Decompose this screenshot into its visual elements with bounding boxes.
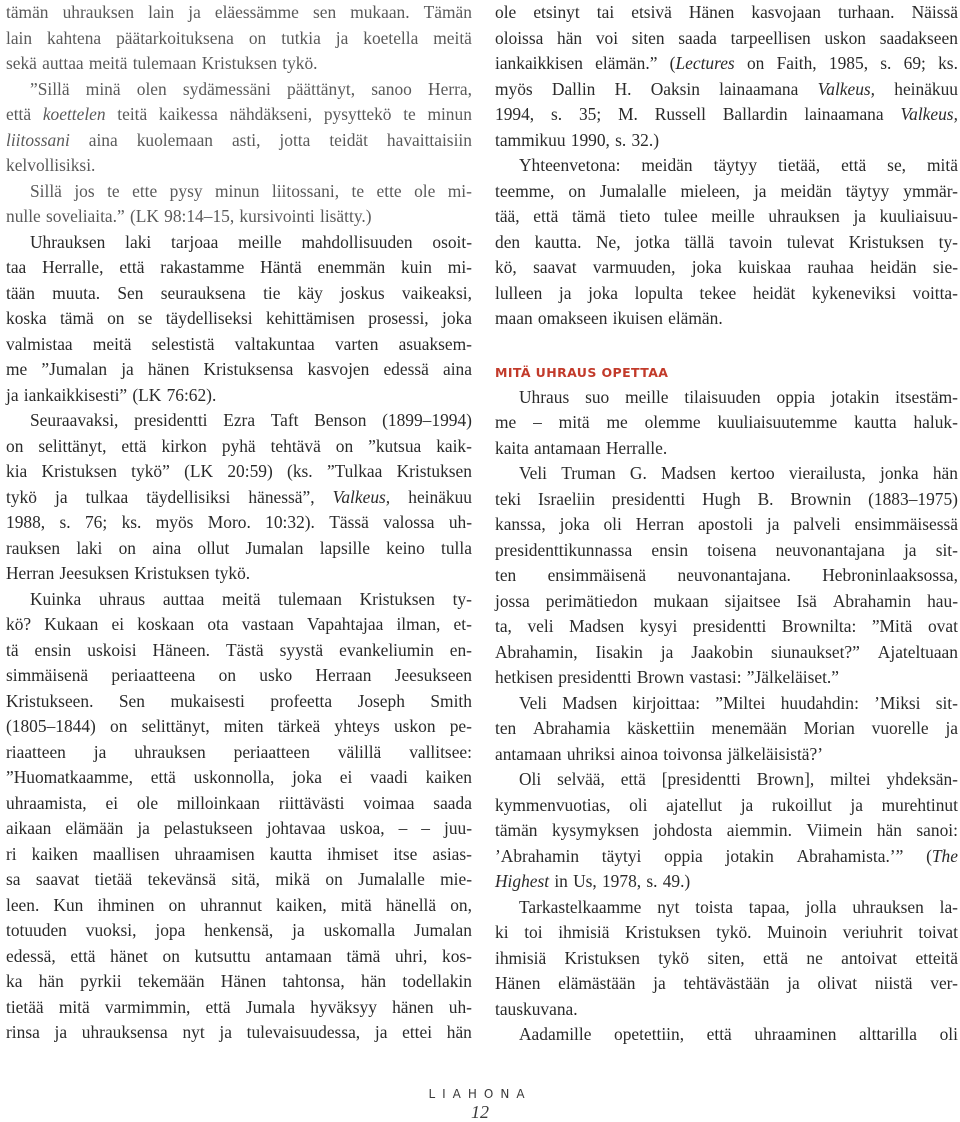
- text-line: tykö ja tulkaa täydellisiksi hänessä”, Valkeus, heinäkuu: [6, 486, 472, 507]
- text-line: sa saavat tietää tekevänsä sitä, mikä on Jumalalle mie-: [6, 869, 472, 889]
- section-heading: MITÄ UHRAUS OPETTAA: [495, 364, 669, 380]
- text-line: kelvollisiksi.: [6, 155, 96, 175]
- text-line: iankaikkisen elämän.” (Lectures on Faith, 1985, s. 69; ks.: [495, 53, 958, 73]
- text-line: kanssa, joka oli Herran apostoli ja palveli ensimmäisessä: [495, 514, 958, 534]
- text-line: myös Dallin H. Oaksin lainaamana Valkeus, heinäkuu: [495, 78, 958, 99]
- text-line: jossa perimätiedon mukaan sijaitsee Isä Abrahamin hau-: [495, 590, 958, 611]
- section-gap: [495, 332, 958, 358]
- text-line: Sillä jos te ette pysy minun liitossani, te ette ole mi-: [30, 180, 472, 201]
- text-line: kaita antamaan Herralle.: [495, 437, 668, 458]
- text-line: rauksen laki on aina ollut Jumalan lapsille keino tulla: [6, 537, 472, 558]
- text-line: oloissa hän voi siten saada tarpeellisen uskon saadakseen: [495, 27, 958, 48]
- text-line: Herran Jeesuksen Kristuksen tykö.: [6, 563, 251, 583]
- text-line: ta, veli Madsen kysyi presidentti Brownilta: ”Mitä ovat: [495, 616, 958, 636]
- text-line: Seuraavaksi, presidentti Ezra Taft Benson (1899–1994): [30, 410, 472, 430]
- text-line: taa Herralle, että rakastamme Häntä enemmän kuin mi-: [6, 257, 472, 277]
- text-line: Veli Truman G. Madsen kertoo vierailusta, jonka hän: [519, 463, 958, 483]
- text-line: ”Sillä minä olen sydämessäni päättänyt, sanoo Herra,: [30, 78, 472, 99]
- text-line: tietää mitä varmimmin, että Jumala hyväksyy hänen uh-: [6, 996, 472, 1017]
- text-line: maan omakseen ikuisen elämän.: [495, 308, 723, 328]
- text-line: tään muuta. Sen seurauksena tie käy joskus vaikeaksi,: [6, 282, 472, 303]
- text-line: on selittänyt, että kirkon pyhä tehtävä on ”kutsua kaik-: [6, 435, 472, 456]
- text-line: Abrahamin, Iisakin ja Jaakobin siunaukset?” Ajateltuaan: [495, 641, 958, 662]
- text-line: Hänen elämästään ja tehtävästään ja olivat niistä ver-: [495, 973, 958, 993]
- text-line: 1994, s. 35; M. Russell Ballardin lainaamana Valkeus,: [495, 104, 958, 124]
- text-line: (1805–1844) on selittänyt, miten tärkeä yhteys uskon pe-: [6, 716, 472, 736]
- text-line: me ”Jumalan ja hänen Kristuksensa kasvojen edessä aina: [6, 359, 472, 379]
- text-line: Oli selvää, että [presidentti Brown], miltei yhdeksän-: [519, 769, 958, 789]
- text-line: liitossani aina kuolemaan asti, jotta teidät havaittaisiin: [6, 129, 472, 150]
- magazine-name: LIAHONA: [428, 1087, 532, 1101]
- text-line: leen. Kun ihminen on uhrannut kaiken, mitä hänellä on,: [6, 894, 472, 915]
- text-line: den kautta. Ne, jotka tällä tavoin tulevat Kristuksen ty-: [495, 231, 958, 252]
- text-line: tää, että tämä tieto tulee meille uhrauksen ja kuuliaisuu-: [495, 206, 958, 226]
- text-line: valmistaa meitä selestistä valtakuntaa varten asuaksem-: [6, 333, 472, 354]
- text-line: ja iankaikkisesti” (LK 76:62).: [6, 384, 217, 405]
- text-line: Aadamille opetettiin, että uhraaminen alttarilla oli: [519, 1024, 958, 1044]
- text-line: presidenttikunnassa ensin toisena neuvonantajana ja sit-: [495, 539, 958, 560]
- text-line: Veli Madsen kirjoittaa: ”Miltei huudahdin: ’Miksi sit-: [519, 692, 958, 713]
- text-line: kö? Kukaan ei koskaan ota vastaan Vapahtajaa ilman, et-: [6, 614, 472, 634]
- text-line: Yhteenvetona: meidän täytyy tietää, että se, mitä: [519, 155, 958, 175]
- left-column: [6, 0, 472, 1046]
- page-footer: [380, 1086, 580, 1122]
- text-line: nulle soveliaita.” (LK 98:14–15, kursivointi lisätty.): [6, 206, 372, 226]
- text-line: 1988, s. 76; ks. myös Moro. 10:32). Tässä valossa uh-: [6, 512, 472, 532]
- text-line: lulleen ja joka lopulta tekee heidät kykeneviksi voitta-: [495, 282, 958, 303]
- text-line: riaatteen ja uhrauksen periaatteen välillä vallitsee:: [6, 741, 472, 762]
- text-line: Uhraus suo meille tilaisuuden oppia jotakin itsestäm-: [519, 386, 958, 407]
- text-line: Tarkastelkaamme nyt toista tapaa, jolla uhrauksen la-: [519, 896, 958, 917]
- text-line: tä ensin uskoisi Häneen. Tästä syystä evankeliumin en-: [6, 639, 472, 660]
- text-line: ’Abrahamin täytyi oppia jotakin Abrahamista.’” (The: [495, 845, 958, 866]
- text-line: kö, saavat varmuuden, joka kuiskaa rauhaa heidän sie-: [495, 257, 958, 277]
- text-line: totuuden vuoksi, jopa henkensä, ja uskomalla Jumalan: [6, 920, 472, 940]
- text-line: Kristukseen. Sen mukaisesti profeetta Joseph Smith: [6, 690, 472, 711]
- text-line: kymmenvuotias, oli ajatellut ja rukoillut ja murehtinut: [495, 794, 958, 815]
- text-line: lain kahtena päätarkoituksena on tutkia ja koetella meitä: [6, 27, 472, 48]
- text-line: edessä, että hänet on kutsuttu antamaan tämä uhri, kos-: [6, 945, 472, 966]
- text-line: Uhrauksen laki tarjoaa meille mahdollisuuden osoit-: [30, 231, 472, 252]
- text-line: ka hän pyrkii tekemään Hänen tahtonsa, hän todellakin: [6, 971, 472, 991]
- text-line: ”Huomatkaamme, että uskonnolla, joka ei vaadi kaiken: [6, 767, 472, 787]
- text-line: teemme, on Jumalalle mieleen, ja meidän täytyy ymmär-: [495, 180, 958, 201]
- text-line: ihmisiä Kristuksen tykö siten, että ne antoivat etteitä: [495, 947, 958, 968]
- text-line: sekä auttaa meitä tulemaan Kristuksen tykö.: [6, 53, 318, 73]
- text-line: ole etsinyt tai etsivä Hänen kasvojaan turhaan. Näissä: [495, 2, 958, 22]
- text-line: Highest in Us, 1978, s. 49.): [495, 871, 691, 891]
- text-line: antamaan uhriksi ainoa toivonsa jälkeläisistä?’: [495, 743, 824, 764]
- text-line: tämän uhrauksen lain ja eläessämme sen mukaan. Tämän: [6, 2, 472, 22]
- text-line: teki Israeliin presidentti Hugh B. Brownin (1883–1975): [495, 488, 958, 509]
- text-line: koska tämä on se täydelliseksi kehittämisen prosessi, joka: [6, 308, 472, 328]
- text-line: aikaan elämään ja pelastukseen johtavaa uskoa, – – juu-: [6, 818, 472, 838]
- page-number: 12: [471, 1102, 489, 1122]
- text-line: simmäisenä periaatteena on usko Herraan Jeesukseen: [6, 665, 472, 685]
- text-line: tauskuvana.: [495, 998, 578, 1019]
- text-line: että koettelen teitä kaikessa nähdäkseni, pysyttekö te minun: [6, 104, 472, 124]
- text-line: tammikuu 1990, s. 32.): [495, 129, 659, 150]
- text-line: ri kaiken maallisen uhraamisen kautta ihmiset itse asias-: [6, 843, 472, 864]
- text-line: Kuinka uhraus auttaa meitä tulemaan Kristuksen ty-: [30, 588, 472, 609]
- text-line: ten Abrahamia käskettiin menemään Morian vuorelle ja: [495, 718, 958, 738]
- right-column: [495, 0, 958, 1048]
- text-line: ki toi ihmisiä Kristuksen tykö. Muinoin veriuhrit toivat: [495, 922, 958, 942]
- text-line: me – mitä me olemme kuuliaisuutemme kautta haluk-: [495, 412, 958, 432]
- text-line: rinsa ja uhrauksensa nyt ja tulevaisuudessa, ja ettei hän: [6, 1022, 472, 1042]
- text-line: uhraamista, ei ole milloinkaan riittävästi voimaa saada: [6, 792, 472, 813]
- text-line: ten ensimmäisenä neuvonantajana. Hebroninlaaksossa,: [495, 565, 958, 585]
- text-line: hetkisen presidentti Brown vastasi: ”Jälkeläiset.”: [495, 667, 839, 687]
- text-line: kia Kristuksen tykö” (LK 20:59) (ks. ”Tulkaa Kristuksen: [6, 461, 472, 481]
- text-line: tämän kysymyksen johdosta aiemmin. Viimein hän sanoi:: [495, 820, 958, 840]
